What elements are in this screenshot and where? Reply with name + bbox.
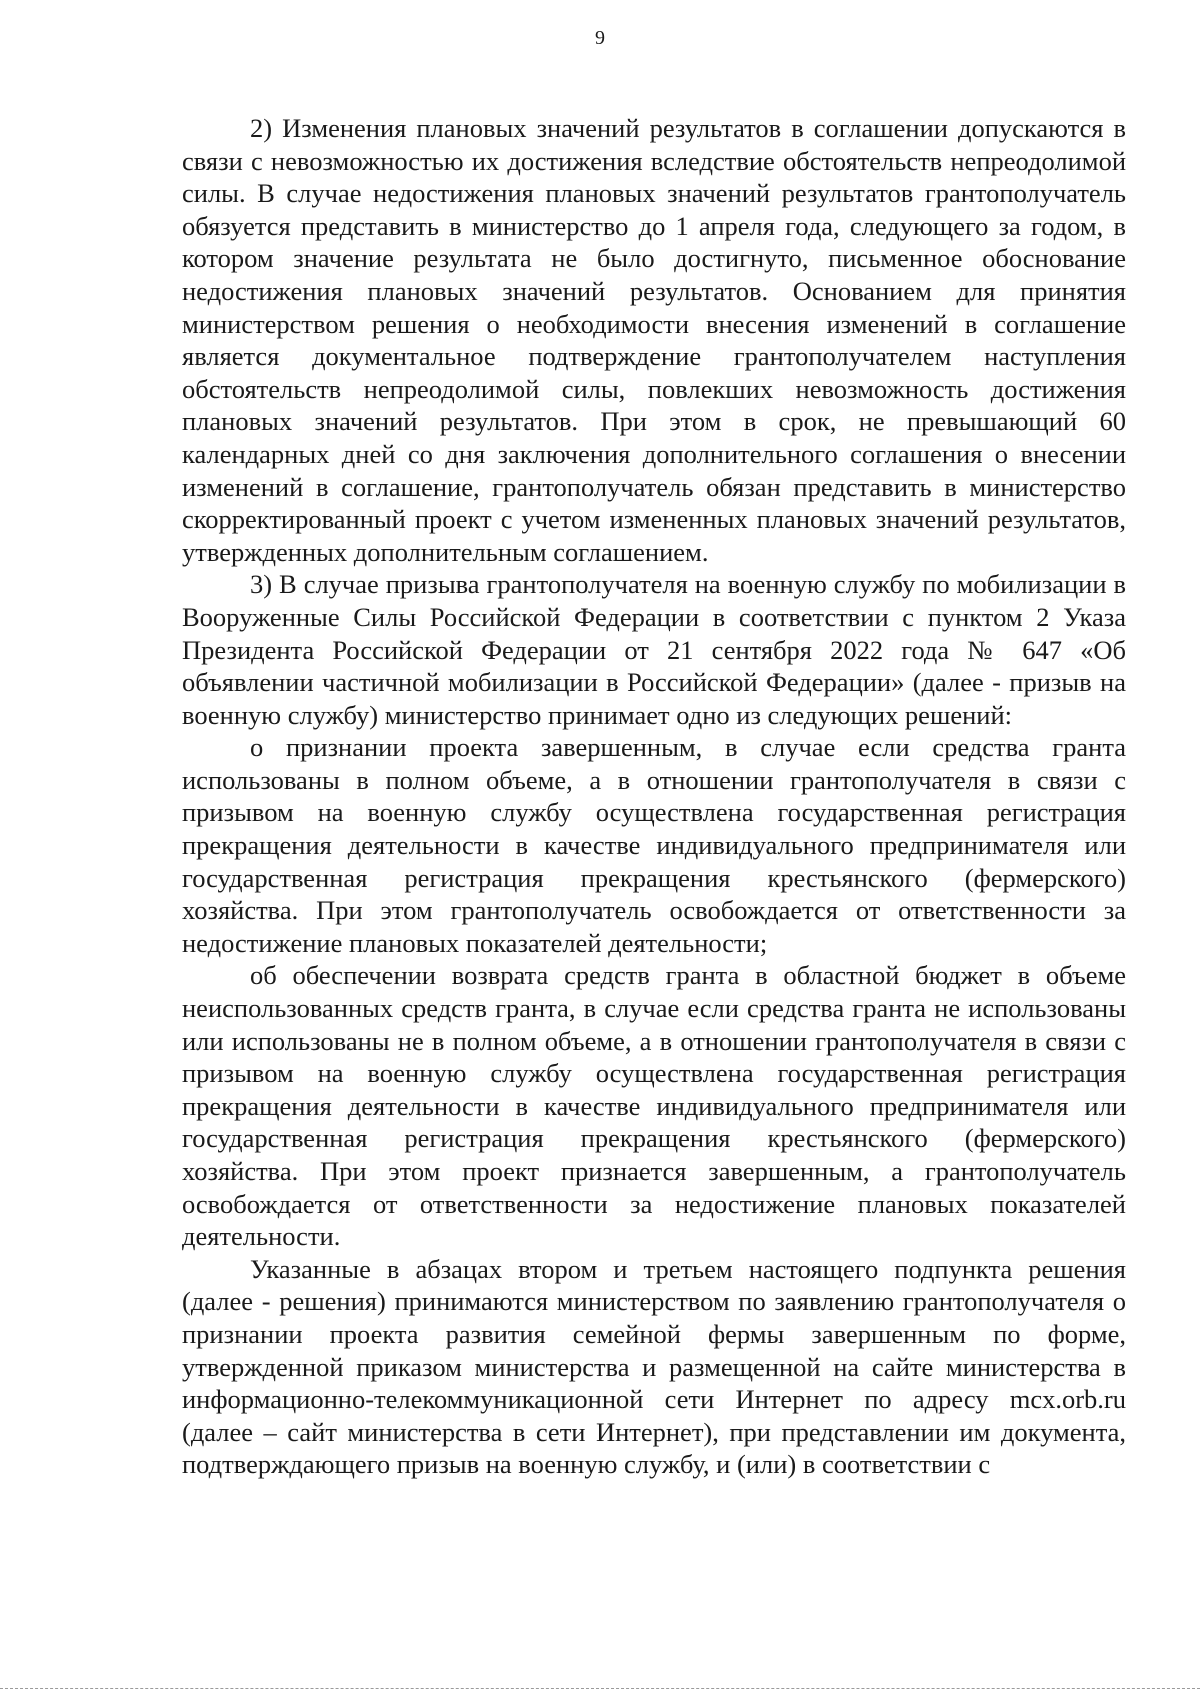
- paragraph-decisions: Указанные в абзацах втором и третьем настоящего подпункта решения (далее - решения) принимаются министерством по заявлению грантополучателя о признании проекта развития семейной фермы завершенным по форме, утвержденной приказом министерства и размещенной на сайте министерства в информационно-телекоммуникационной сети Интернет по адресу mcx.orb.ru (далее – сайт министерства в сети Интернет), при представлении им документа, подтверждающего призыв на военную службу, и (или) в соответствии с: [182, 1253, 1126, 1480]
- paragraph-item-3: 3) В случае призыва грантополучателя на военную службу по мобилизации в Вооруженные Силы Российской Федерации в соответствии с пунктом 2 Указа Президента Российской Федерации от 21 сентября 2022 года № 647 «Об объявлении частичной мобилизации в Российской Федерации» (далее - призыв на военную службу) министерство принимает одно из следующих решений:: [182, 569, 1126, 730]
- paragraph-grant-return: об обеспечении возврата средств гранта в областной бюджет в объеме неиспользованных средств гранта, в случае если средства гранта не использованы или использованы не в полном объеме, а в отношении грантополучателя в связи с призывом на военную службу осуществлена государственная регистрация прекращения деятельности в качестве индивидуального предпринимателя или государственная регистрация прекращения крестьянского (фермерского) хозяйства. При этом проект признается завершенным, а грантополучатель освобождается от ответственности за недостижение плановых показателей деятельности.: [182, 960, 1126, 1252]
- paragraph-item-2: 2) Изменения плановых значений результатов в соглашении допускаются в связи с невозможностью их достижения вследствие обстоятельств непреодолимой силы. В случае недостижения плановых значений результатов грантополучатель обязуется представить в министерство до 1 апреля года, следующего за годом, в котором значение результата не было достигнуто, письменное обоснование недостижения плановых значений результатов. Основанием для принятия министерством решения о необходимости внесения изменений в соглашение является документальное подтверждение грантополучателем наступления обстоятельств непреодолимой силы, повлекших невозможность достижения плановых значений результатов. При этом в срок, не превышающий 60 календарных дней со дня заключения дополнительного соглашения о внесении изменений в соглашение, грантополучатель обязан представить в министерство скорректированный проект с учетом измененных плановых значений результатов, утвержденных дополнительным соглашением.: [182, 113, 1126, 567]
- page-number: 9: [595, 27, 605, 49]
- paragraph-project-completed: о признании проекта завершенным, в случае если средства гранта использованы в полном объеме, а в отношении грантополучателя в связи с призывом на военную службу осуществлена государственная регистрация прекращения деятельности в качестве индивидуального предпринимателя или государственная регистрация прекращения крестьянского (фермерского) хозяйства. При этом грантополучатель освобождается от ответственности за недостижение плановых показателей деятельности;: [182, 732, 1126, 958]
- scan-edge-line: [0, 1688, 1200, 1689]
- document-body: [182, 112, 1126, 1481]
